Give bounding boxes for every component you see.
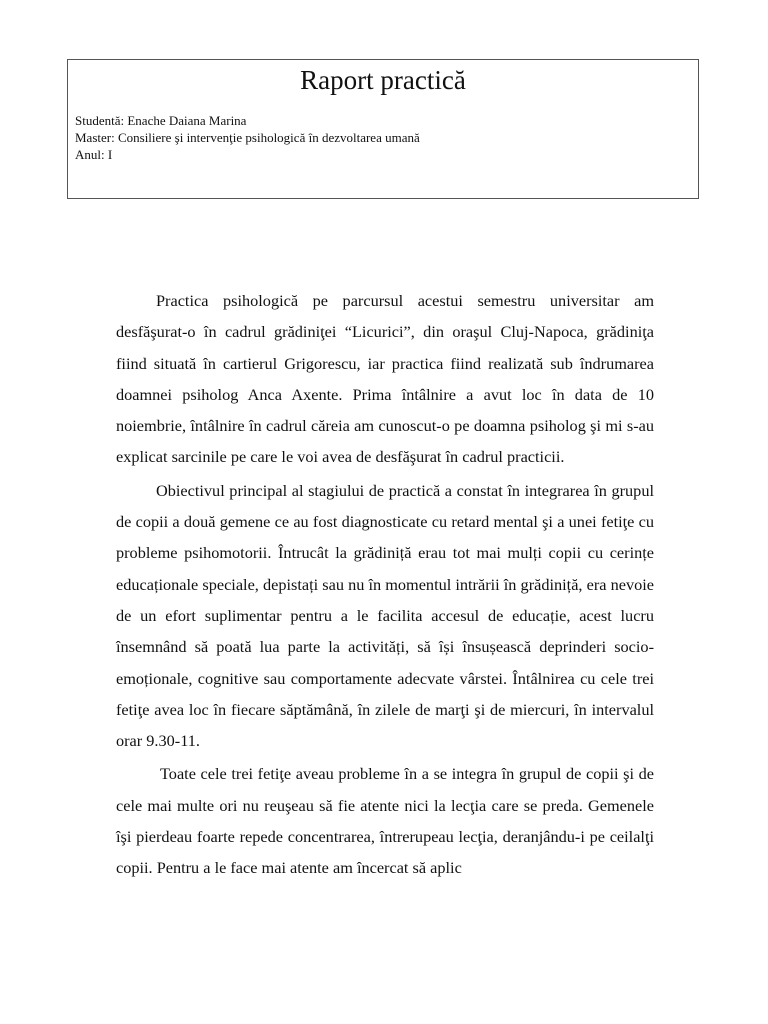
paragraph-1: Practica psihologică pe parcursul acestui semestru universitar am desfăşurat-o în cadrul grădiniţei “Licurici”, din oraşul Cluj-Napoca, grădiniţa fiind situată în cartierul Grigorescu, iar practica fiind realizată sub îndrumarea doamnei psiholog Anca Axente. Prima întâlnire a avut loc în data de 10 noiembrie, întâlnire în cadrul căreia am cunoscut-o pe doamna psiholog şi mi s-au explicat sarcinile pe care le voi avea de desfăşurat în cadrul practicii. <box>116 291 654 467</box>
study-year: Anul: I <box>75 147 113 162</box>
document-title: Raport practică <box>300 65 466 95</box>
document-body <box>116 285 654 886</box>
student-name: Studentă: Enache Daiana Marina <box>75 113 247 128</box>
document-header-box <box>67 59 699 199</box>
paragraph-2: Obiectivul principal al stagiului de practică a constat în integrarea în grupul de copii a două gemene ce au fost diagnosticate cu retard mental şi a unei fetiţe cu probleme psihomotorii. Întrucât la grădiniță erau tot mai mulți copii cu cerințe educaționale speciale, depistați sau nu în momentul intrării în grădiniță, era nevoie de un efort suplimentar pentru a le facilita accesul de educație, acest lucru însemnând să poată lua parte la activități, să își însușească deprinderi socio-emoționale, cognitive sau comportamente adecvate vârstei. Întâlnirea cu cele trei fetiţe avea loc în fiecare săptămână, în zilele de marţi şi de miercuri, în intervalul orar 9.30-11. <box>116 480 654 751</box>
document-meta <box>75 112 698 163</box>
master-program: Master: Consiliere şi intervenţie psihologică în dezvoltarea umană <box>75 130 420 145</box>
paragraph-3: Toate cele trei fetiţe aveau probleme în a se integra în grupul de copii şi de cele mai multe ori nu reuşeau să fie atente nici la lecţia care se preda. Gemenele îşi pierdeau foarte repede concentrarea, întrerupeau lecţia, deranjându-i pe ceilalţi copii. Pentru a le face mai atente am încercat să aplic <box>116 764 654 878</box>
